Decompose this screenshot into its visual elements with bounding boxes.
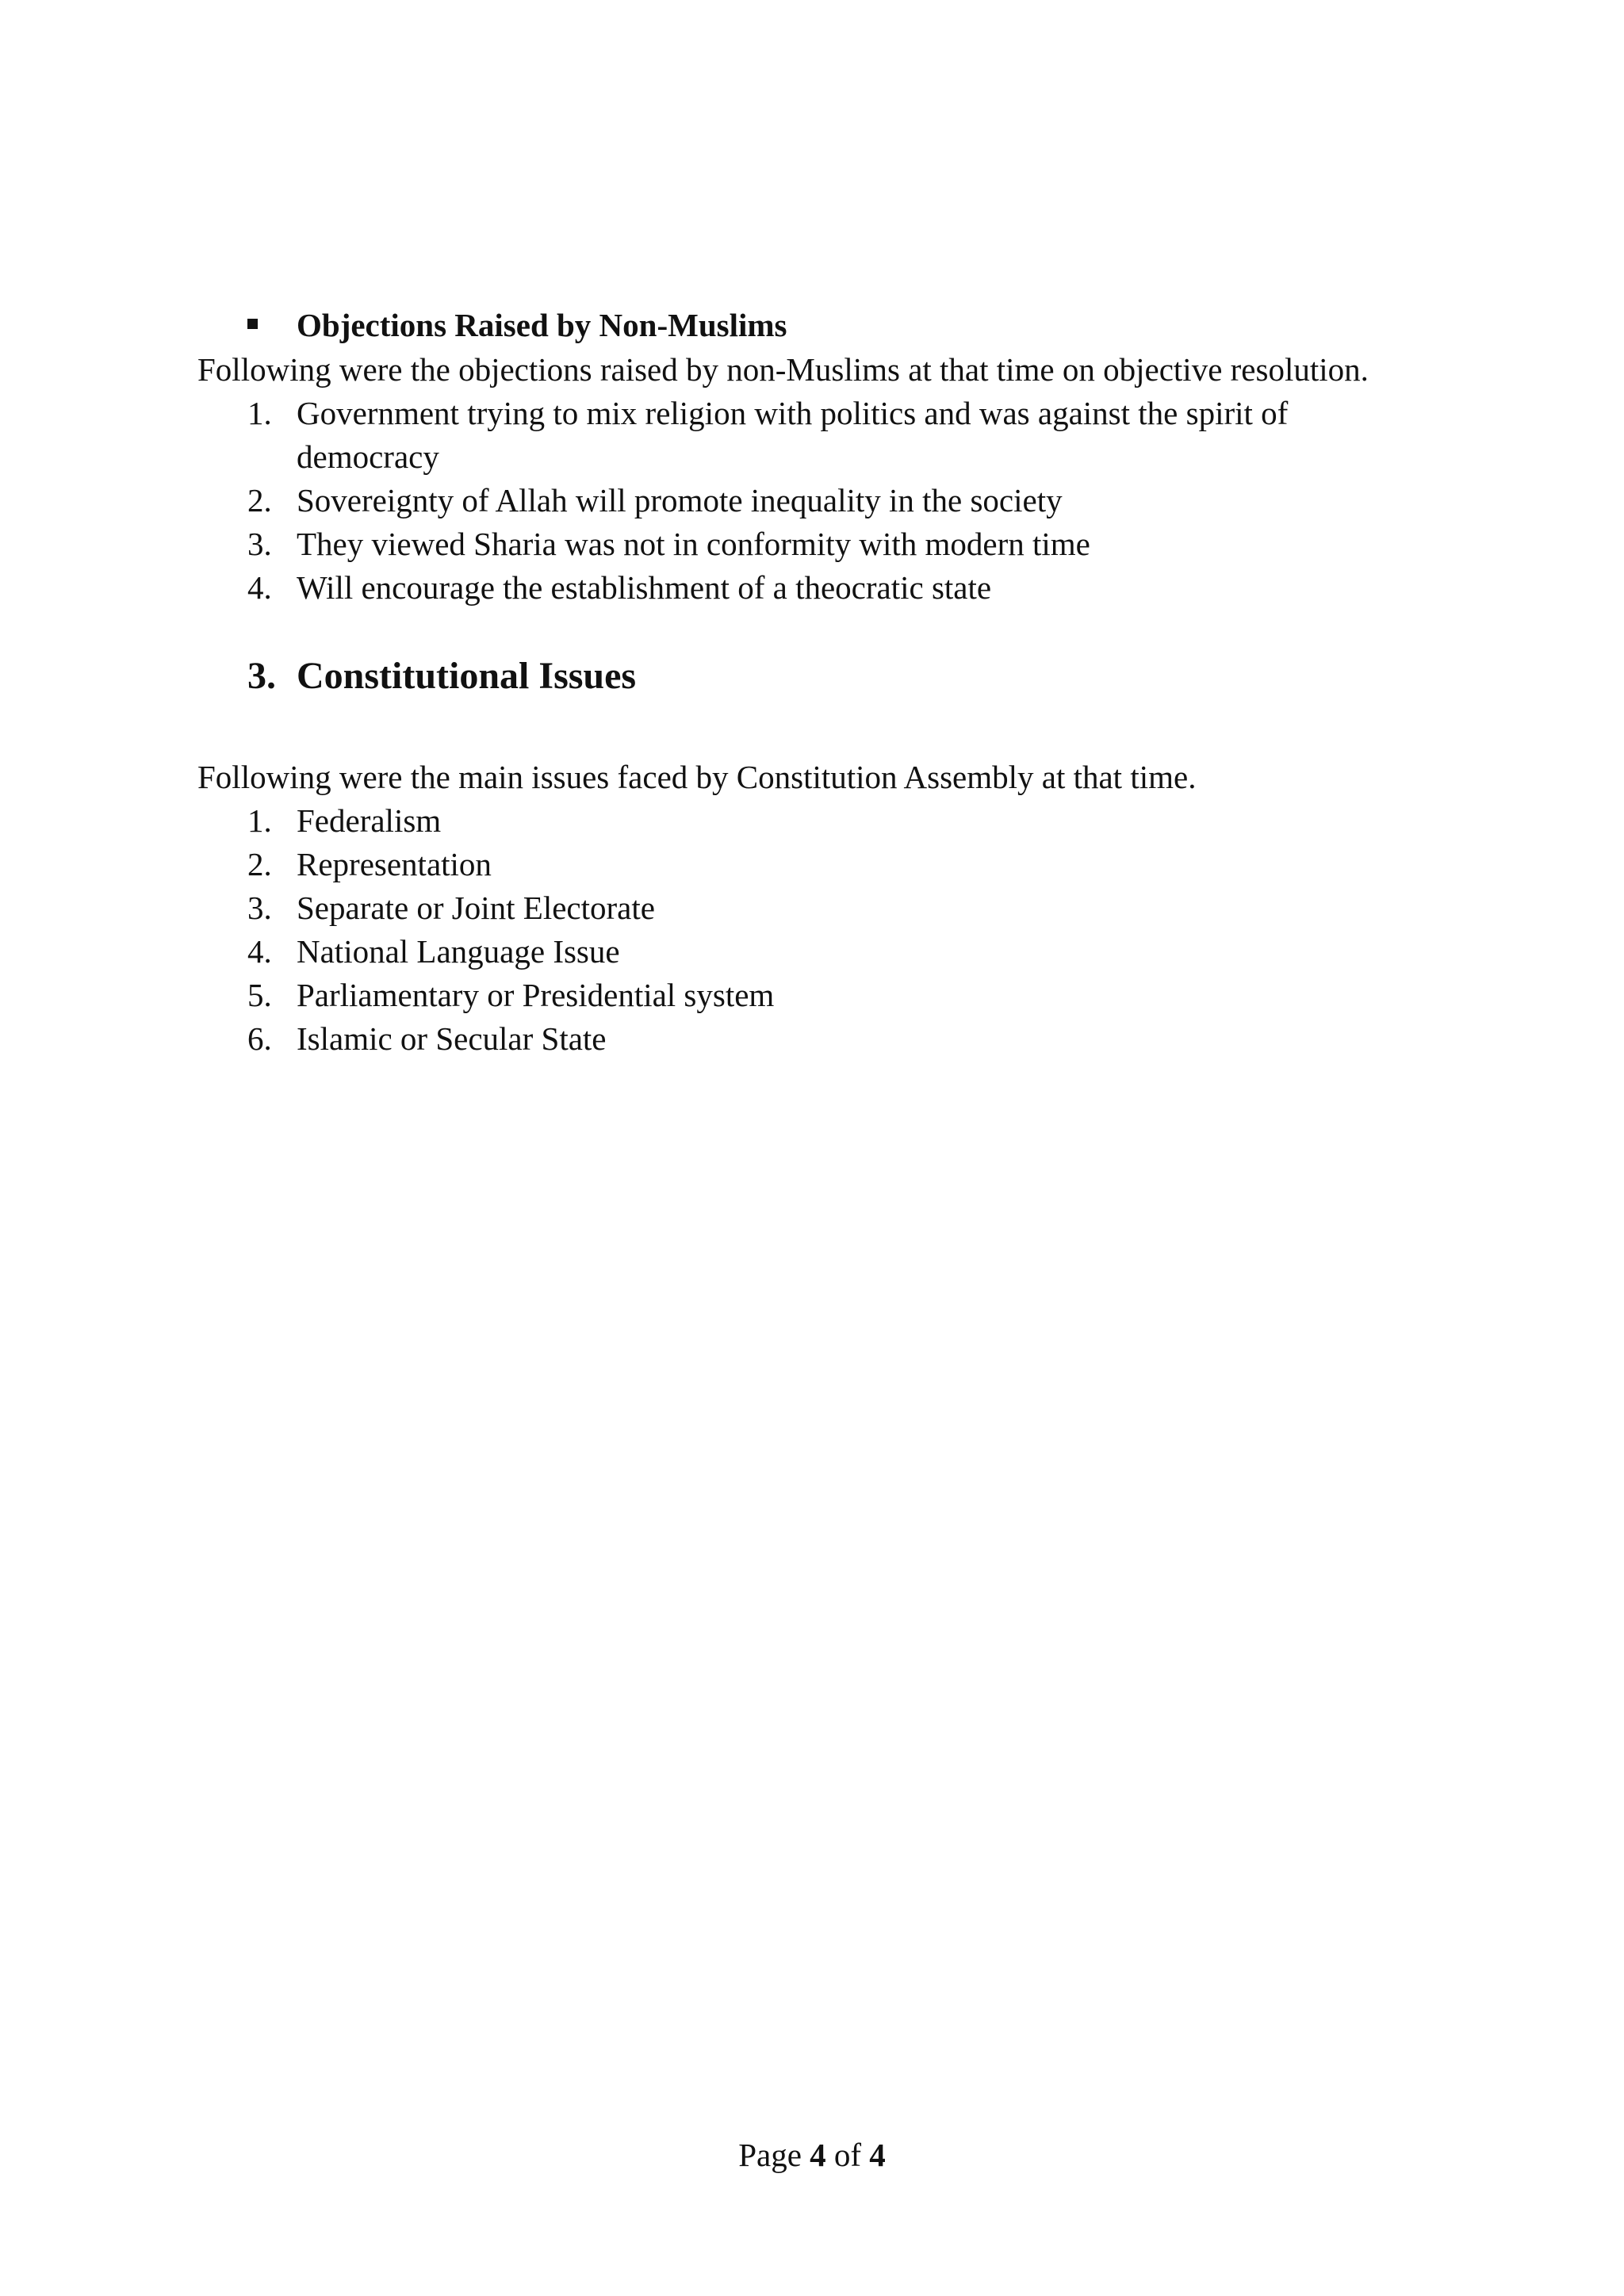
page-footer — [0, 2133, 1624, 2177]
objections-list — [247, 392, 1288, 610]
objections-heading-text: Objections Raised by Non-Muslims — [297, 307, 787, 343]
list-item: 1. Federalism — [247, 802, 442, 839]
list-item: 2. Representation — [247, 846, 492, 882]
list-item: 5. Parliamentary or Presidential system — [247, 977, 775, 1013]
list-item: 1. Government trying to mix religion with politics and was against the spirit of democracy — [247, 395, 1289, 475]
list-item: 3. They viewed Sharia was not in conformity with modern time — [247, 526, 1090, 562]
section-number: 3. — [247, 655, 276, 697]
page-of-label: of — [833, 2137, 862, 2173]
list-item: 6. Islamic or Secular State — [247, 1020, 607, 1057]
constitutional-issues-list — [247, 799, 774, 1061]
list-item: 4. Will encourage the establishment of a theocratic state — [247, 569, 992, 606]
objections-intro: Following were the objections raised by non-Muslims at that time on objective resolution. — [197, 351, 1369, 388]
list-item: 2. Sovereignty of Allah will promote inequality in the society — [247, 482, 1063, 519]
total-pages-number: 4 — [869, 2137, 886, 2173]
section-title: Constitutional Issues — [297, 655, 637, 697]
page-label: Page — [738, 2137, 802, 2173]
constitutional-intro: Following were the main issues faced by Constitution Assembly at that time. — [197, 759, 1197, 795]
square-bullet-icon — [247, 319, 258, 329]
current-page-number: 4 — [810, 2137, 826, 2173]
list-item: 3. Separate or Joint Electorate — [247, 890, 655, 926]
list-item: 4. National Language Issue — [247, 933, 620, 970]
